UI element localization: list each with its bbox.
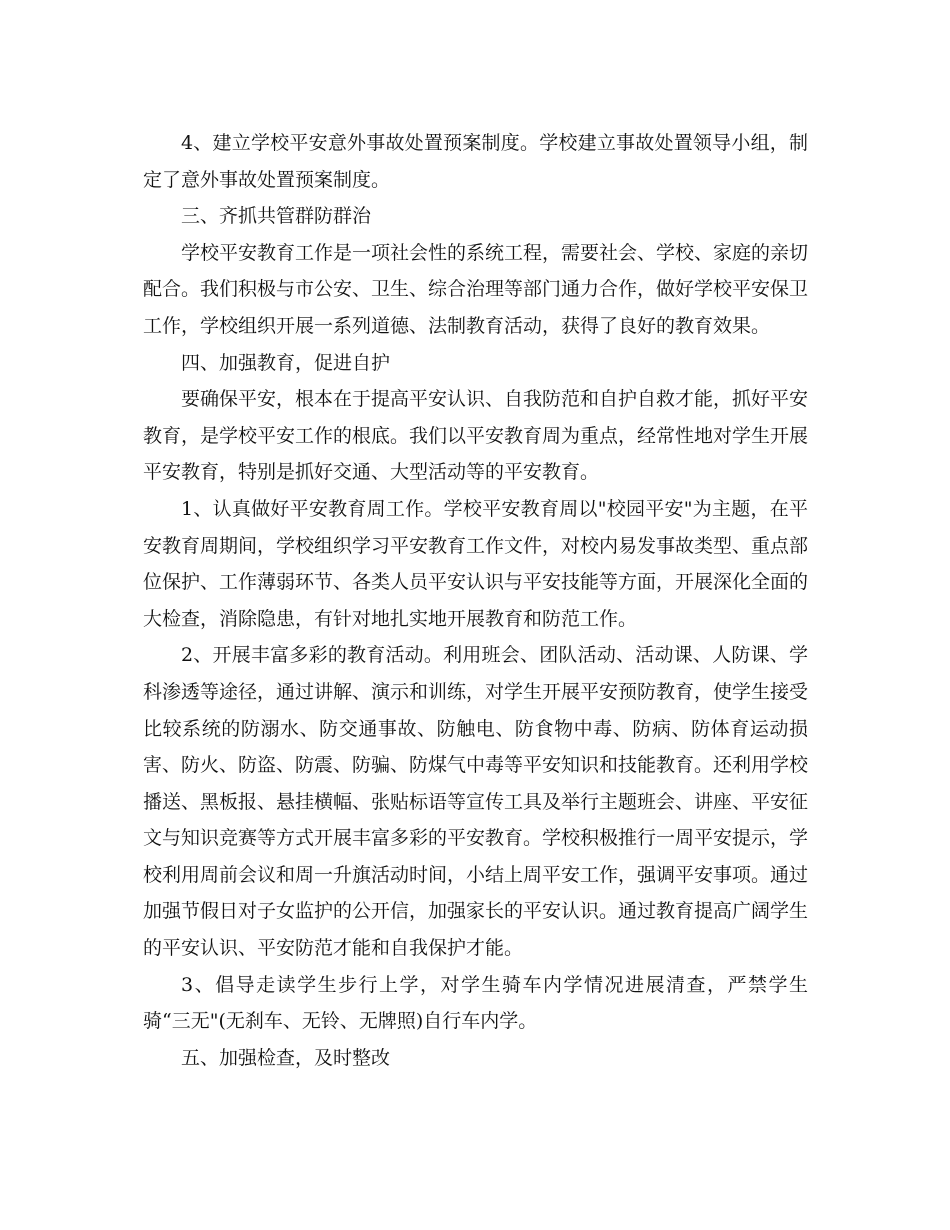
heading-section-five: 五、加强检查，及时整改 xyxy=(181,1046,391,1069)
paragraph-safety-education: 要确保平安，根本在于提高平安认识、自我防范和自护自救才能，抓好平安教育，是学校平安工作的根底。我们以平安教育周为重点，经常性地对学生开展平安教育，特别是抓好交通、大型活动等的平安教育。 xyxy=(143,388,809,484)
paragraph-social-cooperation: 学校平安教育工作是一项社会性的系统工程，需要社会、学校、家庭的亲切配合。我们积极与市公安、卫生、综合治理等部门通力合作，做好学校平安保卫工作，学校组织开展一系列道德、法制教育活动，获得了良好的教育效果。 xyxy=(143,241,809,337)
document-body xyxy=(143,125,808,1076)
heading-section-four: 四、加强教育，促进自护 xyxy=(181,351,391,374)
paragraph-education-week: 1、认真做好平安教育周工作。学校平安教育周以"校园平安"为主题，在平安教育周期间，学校组织学习平安教育工作文件，对校内易发事故类型、重点部位保护、工作薄弱环节、各类人员平安认识与平安技能等方面，开展深化全面的大检查，消除隐患，有针对地扎实地开展教育和防范工作。 xyxy=(143,497,809,630)
paragraph-education-activities: 2、开展丰富多彩的教育活动。利用班会、团队活动、活动课、人防课、学科渗透等途径，通过讲解、演示和训练，对学生开展平安预防教育，使学生接受比较系统的防溺水、防交通事故、防触电、防食物中毒、防病、防体育运动损害、防火、防盗、防震、防骗、防煤气中毒等平安知识和技能教育。还利用学校播送、黑板报、悬挂横幅、张贴标语等宣传工具及举行主题班会、讲座、平安征文与知识竞赛等方式开展丰富多彩的平安教育。学校积极推行一周平安提示，学校利用周前会议和周一升旗活动时间，小结上周平安工作，强调平安事项。通过加强节假日对子女监护的公开信，加强家长的平安认识。通过教育提高广阔学生的平安认识、平安防范才能和自我保护才能。 xyxy=(143,644,809,960)
paragraph-accident-plan: 4、建立学校平安意外事故处置预案制度。学校建立事故处置领导小组，制定了意外事故处置预案制度。 xyxy=(143,132,808,191)
heading-section-three: 三、齐抓共管群防群治 xyxy=(181,205,372,228)
paragraph-walking-students: 3、倡导走读学生步行上学，对学生骑车内学情况进展清查，严禁学生骑“三无"(无刹车、无铃、无牌照)自行车内学。 xyxy=(143,973,808,1033)
